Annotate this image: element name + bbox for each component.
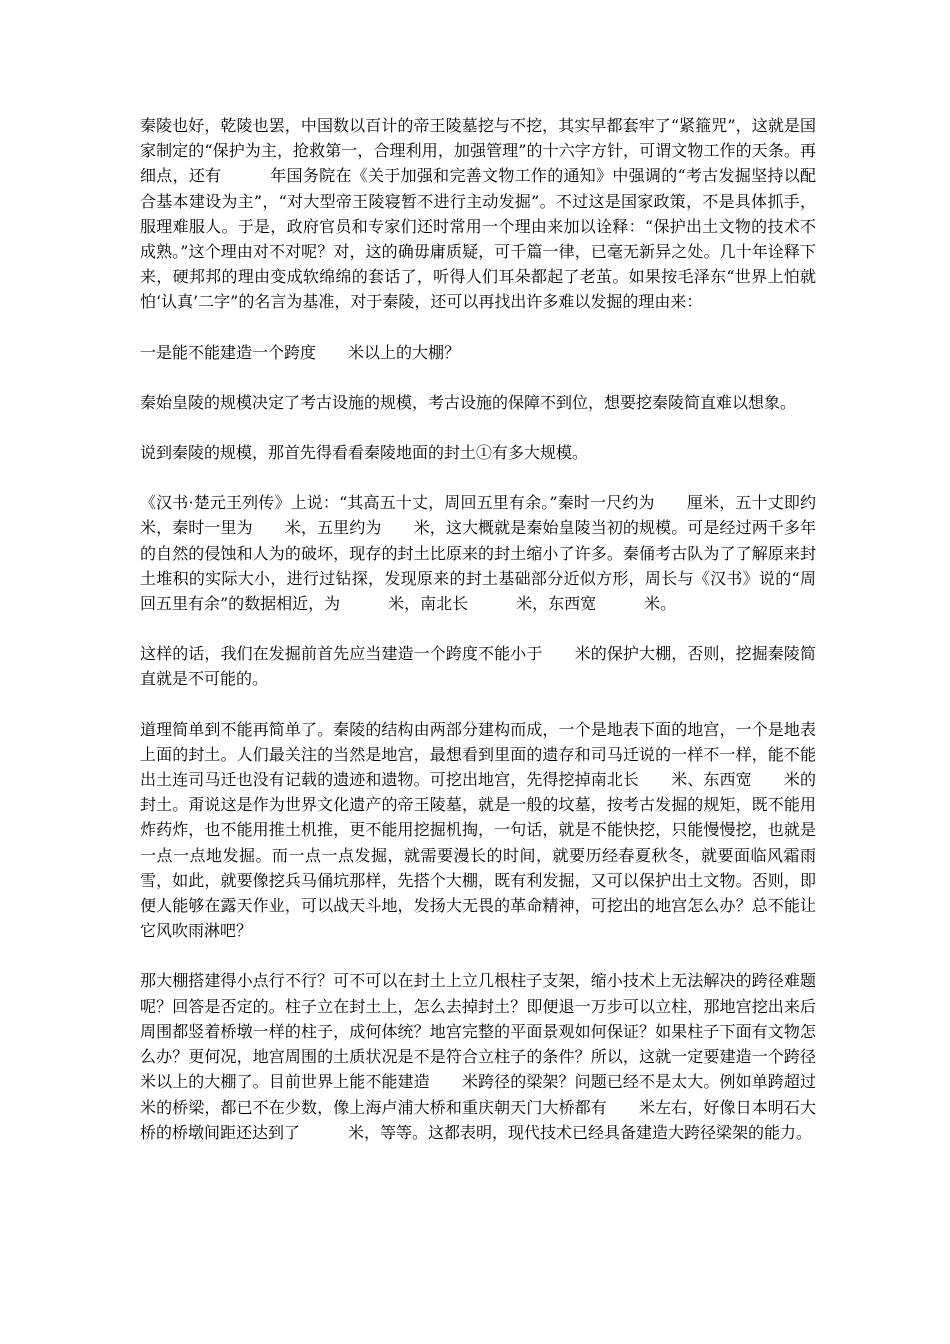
paragraph-hanshu: 《汉书·楚元王列传》上说：“其高五十丈，周回五里有余。”秦时一尺约为 厘米，五十丈即约 米，秦时一里为 米，五里约为 米，这大概就是秦始皇陵当初的规模。可是经过两千多年的自然的侵蚀和人为的破坏，现存的封土比原来的封土缩小了许多。秦俑考古队为了了解原来封土堆积的实际大小，进行过钻探，发现原来的封土基础部分近似方形，周长与《汉书》说的“周回五里有余”的数据相近，为 米，南北长 米，东西宽 米。: [140, 493, 849, 614]
paragraph-pillars: 那大棚搭建得小点行不行？可不可以在封土上立几根柱子支架，缩小技术上无法解决的跨径难题呢？回答是否定的。柱子立在封土上，怎么去掉封土？即便退一万步可以立柱，那地宫挖出来后周围都竖着桥墩一样的柱子，成何体统？地宫完整的平面景观如何保证？如果柱子下面有文物怎么办？更何况，地宫周围的土质状况是不是符合立柱子的条件？所以，这就一定要建造一个跨径 米以上的大棚了。目前世界上能不能建造 米跨径的梁架？问题已经不是太大。例如单跨超过 米的桥梁，都已不在少数，像上海卢浦大桥和重庆朝天门大桥都有 米左右，好像日本明石大桥的桥墩间距还达到了 米，等等。这都表明，现代技术已经具备建造大跨径梁架的能力。: [140, 971, 849, 1142]
paragraph-intro: 秦陵也好，乾陵也罢，中国数以百计的帝王陵墓挖与不挖，其实早都套牢了“紧箍咒”，这就是国家制定的“保护为主，抢救第一，合理利用，加强管理”的十六字方针，可谓文物工作的天条。再细点，还有 年国务院在《关于加强和完善文物工作的通知》中强调的“考古发掘坚持以配合基本建设为主”，“对大型帝王陵寝暂不进行主动发掘”。不过这是国家政策，不是具体抓手，服理难服人。于是，政府官员和专家们还时常用一个理由来加以诠释：“保护出土文物的技术不成熟。”这个理由对不对呢？对，这的确毋庸质疑，可千篇一律，已毫无新异之处。几十年诠释下来，硬邦邦的理由变成软绵绵的套话了，听得人们耳朵都起了老茧。如果按毛泽东“世界上怕就怕‘认真’二字”的名言为基准，对于秦陵，还可以再找出许多难以发掘的理由来：: [140, 116, 816, 312]
document-page: [140, 113, 849, 1170]
paragraph-reasoning: 道理简单到不能再简单了。秦陵的结构由两部分建构而成，一个是地表下面的地宫，一个是地表上面的封土。人们最关注的当然是地宫，最想看到里面的遗存和司马迁说的一样不一样，能不能出土连司马迁也没有记载的遗迹和遗物。可挖出地宫，先得挖掉南北长 米、东西宽 米的封土。甭说这是作为世界文化遗产的帝王陵墓，就是一般的坟墓，按考古发掘的规矩，既不能用炸药炸，也不能用推土机推，更不能用挖掘机掏，一句话，就是不能快挖，只能慢慢挖，也就是一点一点地发掘。而一点一点发掘，就需要漫长的时间，就要历经春夏秋冬，就要面临风霜雨雪，如此，就要像挖兵马俑坑那样，先搭个大棚，既有利发掘，又可以保护出土文物。否则，即便人能够在露天作业，可以战天斗地，发扬大无畏的革命精神，可挖出的地宫怎么办？总不能让它风吹雨淋吧？: [140, 719, 816, 941]
paragraph-shelter-span: 这样的话，我们在发掘前首先应当建造一个跨度不能小于 米的保护大棚，否则，挖掘秦陵简直就是不可能的。: [140, 644, 816, 689]
paragraph-scale: 秦始皇陵的规模决定了考古设施的规模，考古设施的保障不到位，想要挖秦陵简直难以想象。: [140, 392, 797, 412]
paragraph-mound-intro: 说到秦陵的规模，那首先得看看秦陵地面的封土①有多大规模。: [140, 443, 589, 463]
paragraph-question-one: 一是能不能建造一个跨度 米以上的大棚？: [140, 342, 461, 362]
